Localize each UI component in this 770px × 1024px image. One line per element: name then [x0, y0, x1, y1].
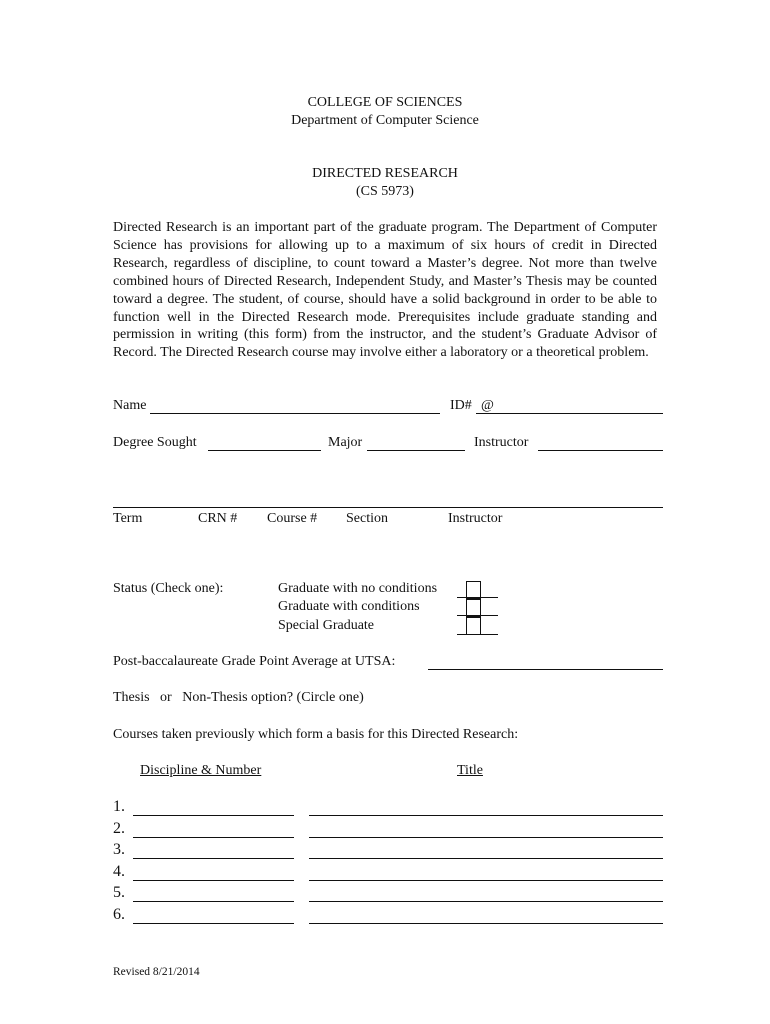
name-label: Name [113, 398, 147, 413]
course-row-number: 6. [113, 906, 125, 923]
course-row-number: 3. [113, 841, 125, 859]
course-title-field[interactable] [309, 901, 663, 902]
course-title: DIRECTED RESEARCH [312, 166, 458, 181]
col-section: Section [346, 511, 388, 526]
col-discipline-number: Discipline & Number [140, 763, 262, 778]
status-option-conditions: Graduate with conditions [278, 599, 420, 614]
gpa-label: Post-baccalaureate Grade Point Average at UTSA: [113, 654, 396, 669]
status-option-special: Special Graduate [278, 618, 375, 633]
course-title-field[interactable] [309, 815, 663, 816]
course-title-field[interactable] [309, 837, 663, 838]
instructor-field[interactable] [538, 450, 663, 451]
instructor-label: Instructor [474, 435, 529, 450]
discipline-number-field[interactable] [133, 815, 294, 816]
id-field[interactable] [476, 413, 663, 414]
col-title: Title [457, 763, 483, 778]
status-label: Status (Check one): [113, 581, 224, 596]
gpa-field[interactable] [428, 669, 663, 670]
course-row-number: 1. [113, 798, 125, 815]
discipline-number-field[interactable] [133, 880, 294, 881]
id-prefix: @ [481, 398, 494, 413]
checkbox-special[interactable] [466, 617, 481, 635]
revision-date: Revised 8/21/2014 [113, 966, 200, 978]
discipline-number-field[interactable] [133, 901, 294, 902]
department-heading: Department of Computer Science [291, 113, 479, 128]
checkbox-underline-3 [457, 634, 498, 635]
status-option-no-conditions: Graduate with no conditions [278, 581, 438, 596]
degree-label: Degree Sought [113, 435, 197, 450]
course-row-number: 5. [113, 884, 125, 902]
table-top-rule [113, 507, 663, 508]
discipline-number-field[interactable] [133, 858, 294, 859]
courses-prev-label: Courses taken previously which form a basis for this Directed Research: [113, 727, 519, 742]
col-crn: CRN # [198, 511, 238, 526]
id-label: ID# [450, 398, 472, 413]
col-course: Course # [267, 511, 318, 526]
col-instructor: Instructor [448, 511, 503, 526]
discipline-number-field[interactable] [133, 837, 294, 838]
thesis-question: Thesis or Non-Thesis option? (Circle one) [113, 690, 364, 705]
major-field[interactable] [367, 450, 465, 451]
col-term: Term [113, 511, 143, 526]
course-title-field[interactable] [309, 880, 663, 881]
course-title-field[interactable] [309, 923, 663, 924]
checkbox-underline-2 [457, 615, 498, 616]
discipline-number-field[interactable] [133, 923, 294, 924]
course-code: (CS 5973) [356, 184, 414, 199]
course-title-field[interactable] [309, 858, 663, 859]
name-field[interactable] [150, 413, 440, 414]
course-row-number: 4. [113, 862, 125, 880]
major-label: Major [328, 435, 363, 450]
course-row-number: 2. [113, 819, 125, 837]
college-heading: COLLEGE OF SCIENCES [307, 95, 463, 110]
intro-paragraph: Directed Research is an important part of the graduate program. The Department of Computer Science has provisions for allowing up to a maximum of six hours of credit in Directed Research, regardless of discipline, to count toward a Master’s degree. Not more than twelve combined hours of Directed Research, Independent Study, and Master’s Thesis may be counted toward a degree. The student, of course, should have a solid background in order to be able to function well in the Directed Research mode. Prerequisites include graduate standing and permission in writing (this form) from the instructor, and the student’s Graduate Advisor of Record. The Directed Research course may involve either a laboratory or a theoretical problem. [113, 220, 657, 361]
checkbox-underline-1 [457, 597, 498, 598]
degree-field[interactable] [208, 450, 321, 451]
